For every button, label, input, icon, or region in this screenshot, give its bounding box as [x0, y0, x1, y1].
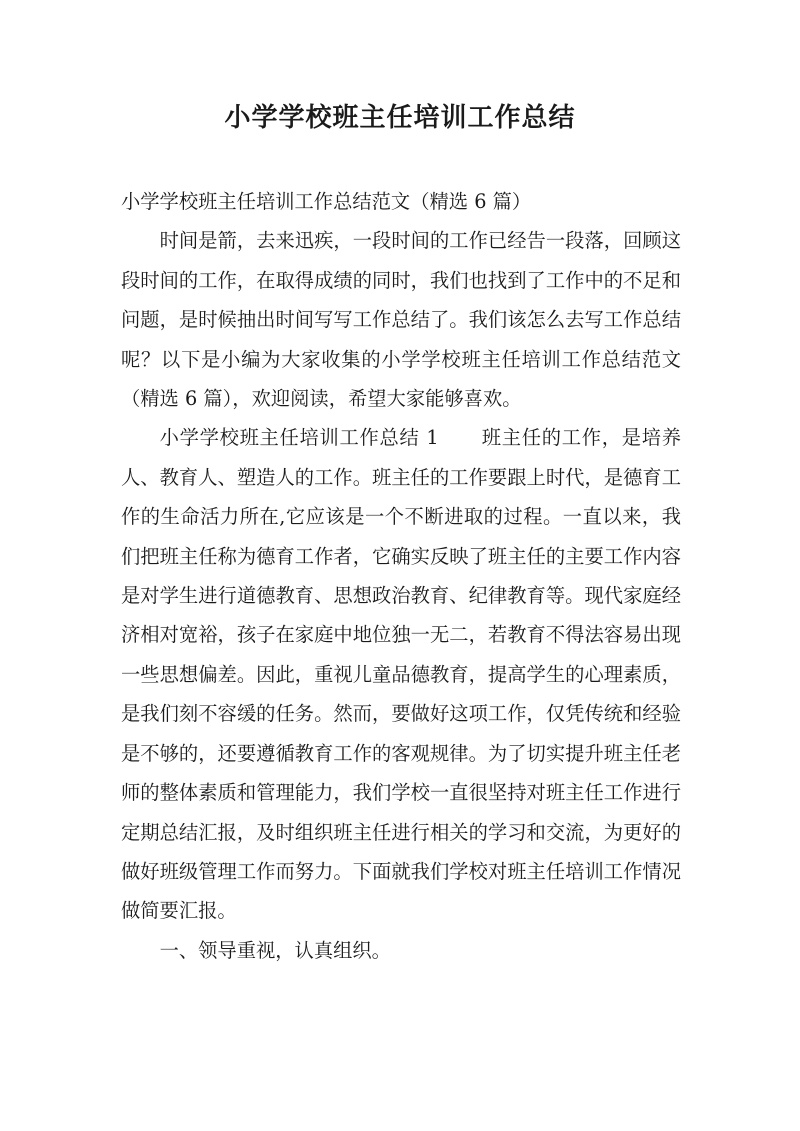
document-title: 小学学校班主任培训工作总结: [224, 103, 576, 133]
section-1-paragraph: [121, 418, 681, 930]
intro-paragraph: 时间是箭，去来迅疾，一段时间的工作已经告一段落，回顾这段时间的工作，在取得成绩的同时，我们也找到了工作中的不足和问题，是时候抽出时间写写工作总结了。我们该怎么去写工作总结呢？以下是小编为大家收集的小学学校班主任培训工作总结范文（精选 6 篇），欢迎阅读，希望大家能够喜欢。: [121, 229, 681, 411]
section-1-heading: 小学学校班主任培训工作总结 1: [159, 426, 439, 450]
point-1-heading: 一、领导重视，认真组织。: [159, 938, 391, 962]
document-body: [121, 182, 681, 970]
document-subtitle: 小学学校班主任培训工作总结范文（精选 6 篇）: [121, 190, 532, 213]
section-1-body: 班主任的工作，是培养人、教育人、塑造人的工作。班主任的工作要跟上时代，是德育工作的生命活力所在,它应该是一个不断进取的过程。一直以来，我们把班主任称为德育工作者，它确实反映了班主任的主要工作内容是对学生进行道德教育、思想政治教育、纪律教育等。现代家庭经济相对宽裕，孩子在家庭中地位独一无二，若教育不得法容易出现一些思想偏差。因此，重视儿童品德教育，提高学生的心理素质，是我们刻不容缓的任务。然而，要做好这项工作，仅凭传统和经验是不够的，还要遵循教育工作的客观规律。为了切实提升班主任老师的整体素质和管理能力，我们学校一直很坚持对班主任工作进行定期总结汇报，及时组织班主任进行相关的学习和交流，为更好的做好班级管理工作而努力。下面就我们学校对班主任培训工作情况做简要汇报。: [121, 426, 681, 923]
